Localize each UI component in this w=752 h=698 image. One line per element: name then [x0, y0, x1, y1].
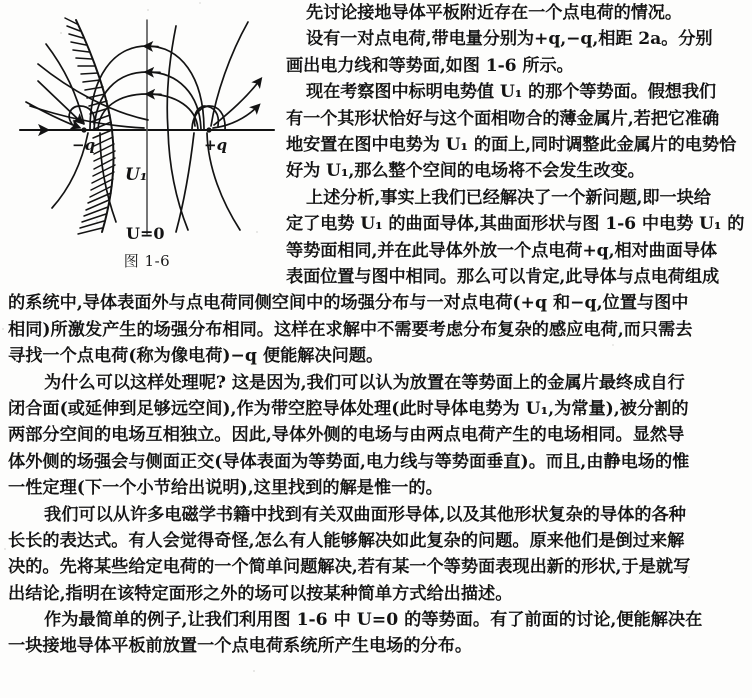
text-line-1: 先讨论接地导体平板附近存在一个点电荷的情况。 — [306, 3, 682, 23]
text-column-full — [8, 290, 752, 659]
field-line-low-2 — [176, 133, 194, 232]
text-line-15: 为什么可以这样处理呢? 这是因为,我们可以认为放置在等势面上的金属片最终成自行 — [44, 372, 685, 393]
negative-charge-dot — [81, 127, 86, 132]
text-line-16: 闭合面(或延伸到足够远空间),作为带空腔导体处理(此时导体电势为 U₁,为常量),被分割的 — [8, 398, 689, 419]
figure-1-6 — [8, 2, 286, 302]
text-line-13: 相同)所激发产生的场强分布相同。这样在求解中不需要考虑分布复杂的感应电荷,而只需去 — [8, 319, 693, 340]
figure-caption: 图 1-6 — [123, 252, 171, 270]
label-equipotential-u1: U₁ — [125, 165, 148, 185]
text-line-11: 表面位置与图中相同。那么可以肯定,此导体与点电荷组成 — [286, 266, 720, 287]
text-column-right — [286, 0, 752, 290]
field-line-out-3 — [211, 22, 248, 126]
field-line-in-1 — [38, 81, 81, 122]
text-line-18: 体外侧的场强会与侧面正交(导体表面为等势面,电力线与等势面垂直)。而且,由静电场的惟 — [8, 451, 690, 472]
label-positive-charge: +q — [204, 136, 228, 154]
text-line-25: 一块接地导体平板前放置一个点电荷系统所产生电场的分布。 — [8, 636, 473, 657]
text-line-5: 有一个其形状恰好与这个面相吻合的薄金属片,若把它准确 — [286, 108, 720, 129]
text-line-3: 画出电力线和等势面,如图 1-6 所示。 — [286, 55, 574, 76]
scan-speck — [2, 328, 4, 330]
text-line-2: 设有一对点电荷,带电量分别为+q,−q,相距 2a。分别 — [306, 29, 713, 50]
text-line-6: 地安置在图中电势为 U₁ 的面上,同时调整此金属片的电势恰 — [286, 134, 737, 155]
text-line-24: 作为最简单的例子,让我们利用图 1-6 中 U=0 的等势面。有了前面的讨论,便能解决在 — [44, 610, 703, 631]
label-equipotential-u0: U=0 — [126, 224, 165, 243]
text-line-22: 决的。先将某些给定电荷的一个简单问题解决,若有某一个等势面表现出新的形状,于是就写 — [8, 557, 691, 578]
equipotential-arc-a — [38, 64, 148, 120]
text-line-19: 一性定理(下一个小节给出说明),这里找到的解是惟一的。 — [8, 478, 443, 499]
text-line-20: 我们可以从许多电磁学书籍中找到有关双曲面形导体,以及其他形状复杂的导体的各种 — [44, 504, 686, 525]
text-line-21: 长长的表达式。有人会觉得奇怪,怎么有人能够解决如此复杂的问题。原来他们是倒过来解 — [8, 530, 685, 551]
text-line-8: 上述分析,事实上我们已经解决了一个新问题,即一块给 — [306, 187, 711, 208]
equipotential-arc-b — [30, 106, 144, 128]
scan-speck — [253, 670, 255, 672]
text-line-4: 现在考察图中标明电势值 U₁ 的那个等势面。假想我们 — [306, 82, 717, 103]
text-line-12: 的系统中,导体表面外与点电荷同侧空间中的场强分布与一对点电荷(+q 和−q,位置与图中 — [8, 293, 689, 314]
label-negative-charge: −q — [72, 136, 96, 154]
dipole-field-diagram — [8, 2, 286, 252]
scan-speck — [4, 548, 6, 550]
text-line-14: 寻找一个点电荷(称为像电荷)−q 便能解决问题。 — [8, 346, 384, 367]
positive-charge-dot — [206, 127, 211, 132]
text-line-10: 等势面相同,并在此导体外放一个点电荷+q,相对曲面导体 — [286, 240, 718, 261]
field-line-out-2 — [213, 106, 258, 128]
field-line-in-3 — [26, 102, 78, 127]
text-line-9: 定了电势 U₁ 的曲面导体,其曲面形状与图 1-6 中电势 U₁ 的 — [286, 214, 745, 235]
text-line-7: 好为 U₁,那么整个空间的电场将不会发生改变。 — [286, 161, 645, 182]
text-line-17: 两部分空间的电场互相独立。因此,导体外侧的电场与由两点电荷产生的电场相同。显然导 — [8, 425, 685, 446]
text-line-23: 出结论,指明在该特定面形之外的场可以按某种简单方式给出描述。 — [8, 583, 513, 604]
